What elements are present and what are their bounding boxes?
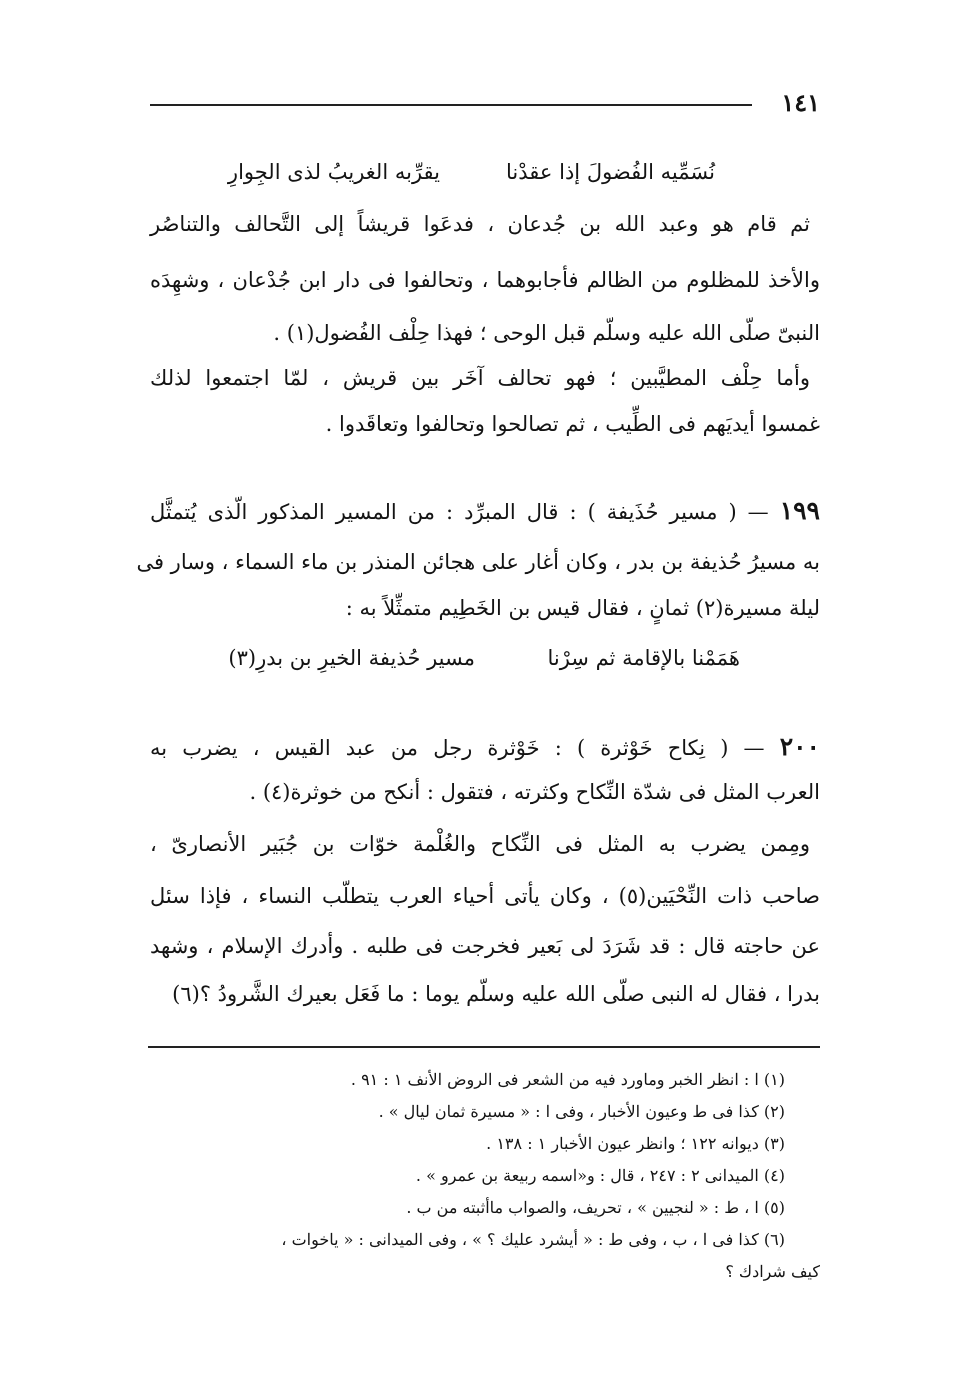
verse-1-second-hemistich: يقرِّبه الغريبُ لذى الجِوارِ xyxy=(227,160,440,184)
footnote: (٣) ديوانه ١٢٢ ؛ وانظر عيون الأخبار ١ : ١٣٨ . xyxy=(486,1134,785,1153)
footnote: (٤) الميدانى ٢ : ٢٤٧ ، قال : و«اسمه ربيعة بن عمرو » . xyxy=(415,1166,785,1185)
paragraph-1-line: ثم قام هو وعبد الله بن جُدعان ، فدعَوا قريشاً إلى التَّحالف والتناصُر xyxy=(150,212,810,236)
entry-199-heading-line xyxy=(150,496,820,525)
paragraph-1-line: والأخذ للمظلوم من الظالم فأجابوهما ، وتحالفوا فى دار ابن جُدْعان ، وشهِدَه xyxy=(150,268,820,292)
footnote: (٦) كذا فى ا ، ب ، وفى ط : « أيشرد عليك ؟ » ، وفى الميدانى : « ياخوات ، xyxy=(281,1230,785,1249)
paragraph-1-line: النبىّ صلّى الله عليه وسلّم قبل الوحى ؛ فهذا حِلْف الفُضول(١) . xyxy=(273,321,820,345)
entry-199-line: به مسيرُ حُذيفة بن بدر ، وكان أغار على هجائن المنذر بن ماء السماء ، وسار فى xyxy=(136,550,820,574)
paragraph-2-line: وأما حِلْف المطيَّبين ؛ فهو تحالف آخَر بين قريش ، لمّا اجتمعوا لذلك xyxy=(150,366,810,390)
footnote: (٢) كذا فى ط وعيون الأخبار ، وفى ا : « مسيرة ثمان ليال » . xyxy=(378,1102,785,1121)
entry-200-line: عن حاجته قال : قد شَرَدَ لى بَعير فخرجت فى طلبه . وأدرك الإسلام ، وشهد xyxy=(150,934,820,958)
entry-number: ١٩٩ xyxy=(779,496,820,525)
paragraph-2-line: غمسوا أيديَهم فى الطِّيب ، ثم تصالحوا وتحالفوا وتعاقَدوا . xyxy=(325,412,820,436)
entry-200-line: العرب المثل فى شدّة النِّكاح وكثرته ، فتقول : أنكح من خوثرة(٤) . xyxy=(249,780,820,804)
verse-1-first-hemistich: نُسَمِّيه الفُضولَ إذا عقدْنا xyxy=(506,160,715,184)
entry-200-title: — ( نِكاح خَوْثرة ) : خَوْثرة رجل من عبد القيس ، يضرب به xyxy=(150,736,765,760)
footnote-continuation: كيف شرادك ؟ xyxy=(725,1262,820,1281)
header-rule xyxy=(150,104,752,106)
entry-200-line: بدرا ، فقال له النبى صلّى الله عليه وسلّم يوما : ما فَعَل بعيرك الشَّرودُ ؟(٦) xyxy=(172,982,820,1006)
entry-200-line: صاحب ذات النِّحْيَين(٥) ، وكان يأتى أحياء العرب يتطلّب النساء ، فإذا سئل xyxy=(150,884,821,908)
entry-200-line: ومِمن يضرب به المثل فى النِّكاح والغُلْمة خوّات بن جُبَير الأنصارىّ ، xyxy=(150,832,810,856)
entry-200-heading-line xyxy=(150,732,820,761)
entry-number: ٢٠٠ xyxy=(779,732,820,761)
entry-199-title: — ( مسير حُذَيفة ) : قال المبرِّد : من المسير المذكور الّذى يُتمثَّل xyxy=(150,500,769,524)
page-number: ١٤١ xyxy=(781,88,820,117)
footnote: (٥) ا ، ط : « لنجيين » ، تحريف، والصواب ماأثبته من ب . xyxy=(406,1198,785,1217)
page-header xyxy=(150,88,820,120)
verse-2-second-hemistich: مسير حُذيفة الخيرِ بن بدرِ(٣) xyxy=(228,646,475,670)
footnote: (١) ا : انظر الخبر وماورد فيه من الشعر فى الروض الأنف ١ : ٩١ . xyxy=(350,1070,785,1089)
footnote-separator xyxy=(148,1046,820,1048)
entry-199-line: ليلة مسيرة(٢) ثمانٍ ، فقال قيس بن الخَطِيم متمثِّلاً به : xyxy=(345,596,820,620)
verse-2-first-hemistich: هَمَمْنا بالإقامة ثم سِرْنا xyxy=(547,646,740,670)
